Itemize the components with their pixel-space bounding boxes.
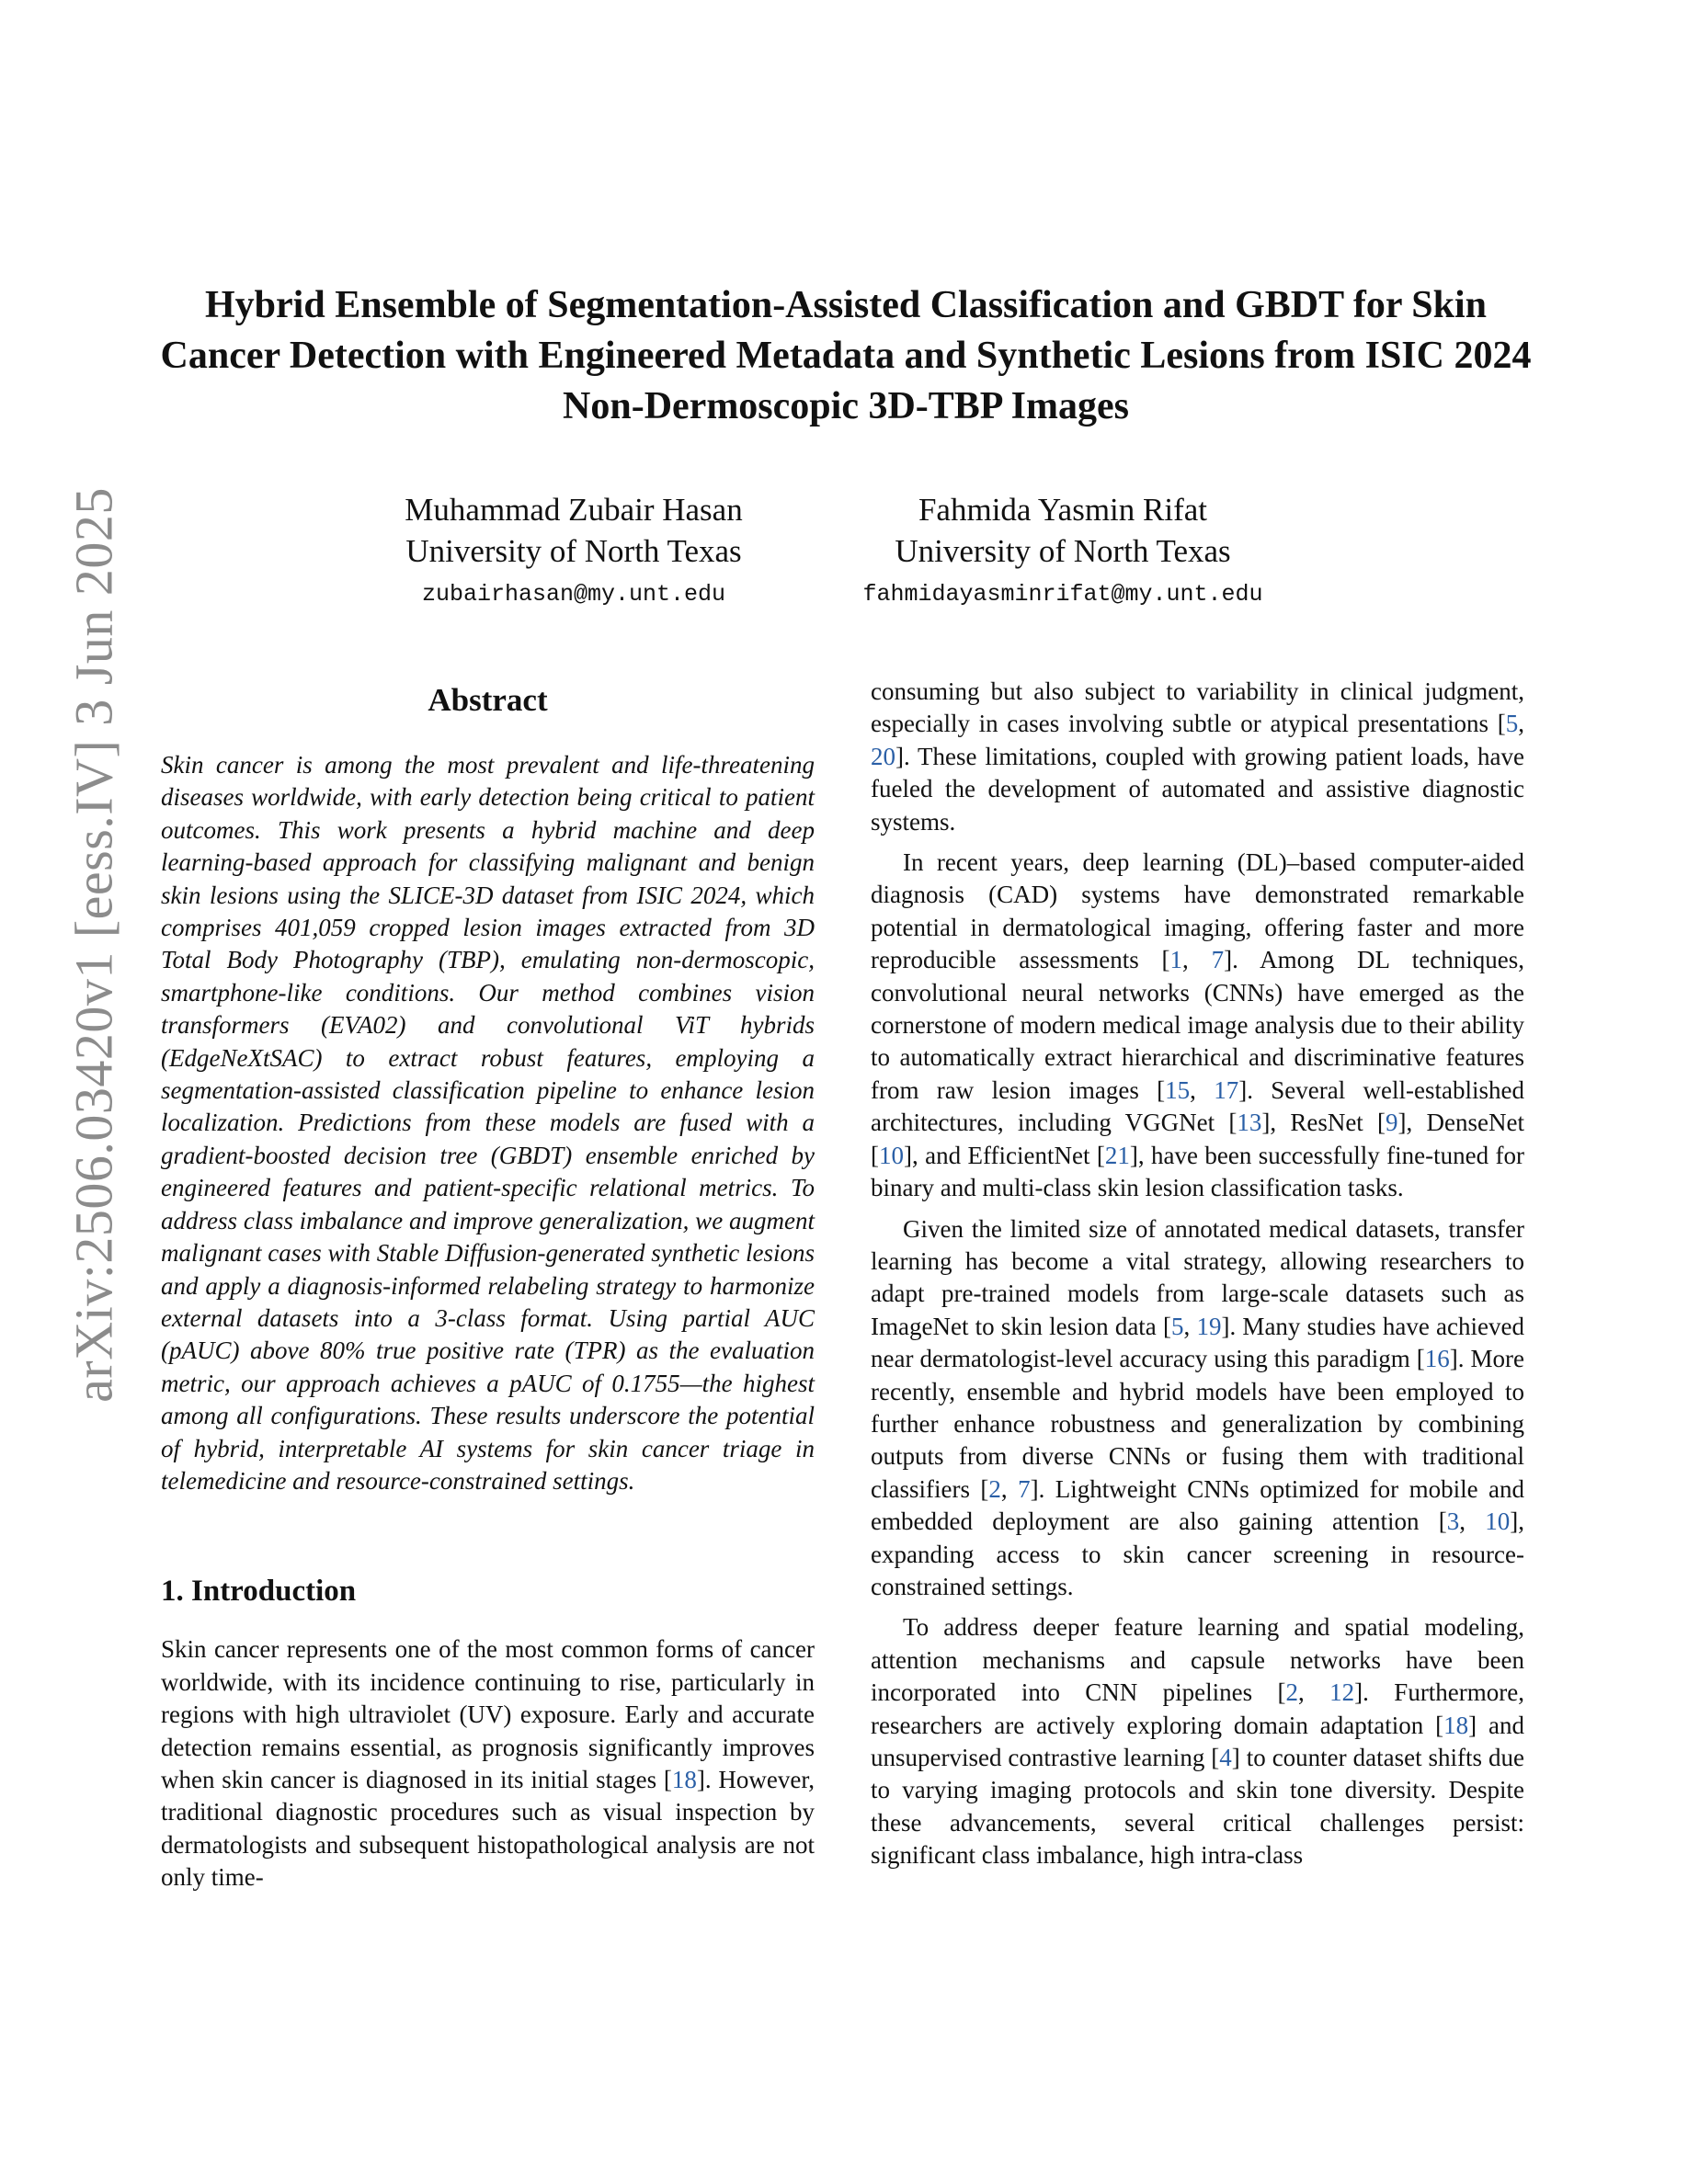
intro-paragraph-1-continued: consuming but also subject to variability in clinical judgment, especially in cases involving subtle or atypical presentations [5, 20]. These limitations, coupled with growing patient loads, have fueled the development of automated and assistive diagnostic systems. — [871, 677, 1524, 836]
paper-title: Hybrid Ensemble of Segmentation-Assisted Classification and GBDT for Skin Cancer Detection with Engineered Metadata and Synthetic Lesions from ISIC 2024 Non-Dermoscopic 3D-TBP Images — [160, 284, 1532, 427]
citation-link[interactable]: 21 — [1104, 1141, 1130, 1169]
section-heading-introduction: 1. Introduction — [161, 1575, 357, 1609]
citation-link[interactable]: 3 — [1446, 1507, 1460, 1536]
citation-link[interactable]: 1 — [1169, 946, 1183, 974]
citation-link[interactable]: 10 — [1485, 1507, 1511, 1536]
intro-paragraph-4: To address deeper feature learning and spatial modeling, attention mechanisms and capsule networks have been incorporated into CNN pipelines [2, 12]. Furthermore, researchers are actively exploring domain adaptation [18] and unsupervised contrastive learning [4] to counter dataset shifts due to varying imaging protocols and skin tone diversity. Despite these advancements, several critical challenges persist: significant class imbalance, high intra-class — [871, 1613, 1525, 1870]
citation-link[interactable]: 2 — [988, 1474, 1001, 1503]
citation-link[interactable]: 15 — [1165, 1075, 1191, 1104]
citation-link[interactable]: 10 — [879, 1141, 904, 1169]
citation-link[interactable]: 5 — [1505, 710, 1519, 738]
abstract-text: Skin cancer is among the most prevalent and life-threatening diseases worldwide, with early detection being critical to patient outcomes. This work presents a hybrid machine and deep learning-based approach for classifying malignant and benign skin lesions using the SLICE-3D dataset from ISIC 2024, which comprises 401,059 cropped lesion images extracted from 3D Total Body Photography (TBP), emulating non-dermoscopic, smartphone-like conditions. Our method combines vision transformers (EVA02) and convolutional ViT hybrids (EdgeNeXtSAC) to extract robust features, employing a segmentation-assisted classification pipeline to enhance lesion localization. Predictions from these models are fused with a gradient-boosted decision tree (GBDT) ensemble enriched by engineered features and patient-specific relational metrics. To address class imbalance and improve generalization, we augment malignant cases with Stable Diffusion-generated synthetic lesions and apply a diagnosis-informed relabeling strategy to harmonize external datasets into a 3-class format. Using partial AUC (pAUC) above 80% true positive rate (TPR) as the evaluation metric, our approach achieves a pAUC of 0.1755—the highest among all configurations. These results underscore the potential of hybrid, interpretable AI systems for skin cancer triage in telemedicine and resource-constrained settings. — [161, 751, 815, 1495]
citation-link[interactable]: 18 — [671, 1765, 697, 1793]
citation-link[interactable]: 2 — [1285, 1678, 1298, 1707]
author-affiliation: University of North Texas — [405, 533, 742, 569]
intro-paragraph-2: In recent years, deep learning (DL)–based computer-aided diagnosis (CAD) systems have demonstrated remarkable potential in dermatological imaging, offering faster and more reproducible assessments [1, 7]. Among DL techniques, convolutional neural networks (CNNs) have emerged as the cornerstone of modern medical image analysis due to their ability to automatically extract hierarchical and discriminative features from raw lesion images [15, 17]. Several well-established architectures, including VGGNet [13], ResNet [9], DenseNet [10], and EfficientNet [21], have been successfully fine-tuned for binary and multi-class skin lesion classification tasks. — [871, 848, 1525, 1202]
abstract-heading: Abstract — [428, 682, 548, 718]
citation-link[interactable]: 4 — [1219, 1744, 1232, 1771]
citation-link[interactable]: 19 — [1196, 1312, 1222, 1340]
citation-link[interactable]: 17 — [1214, 1075, 1239, 1104]
citation-link[interactable]: 20 — [871, 742, 895, 770]
right-column — [871, 676, 1524, 1881]
citation-link[interactable]: 7 — [1018, 1474, 1031, 1503]
intro-paragraph-3: Given the limited size of annotated medical datasets, transfer learning has become a vital strategy, allowing researchers to adapt pre-trained models from large-scale datasets such as ImageNet to skin lesion data [5, 19]. Many studies have achieved near dermatologist-level accuracy using this paradigm [16]. More recently, ensemble and hybrid models have been employed to further enhance robustness and generalization by combining outputs from diverse CNNs or fusing them with traditional classifiers [2, 7]. Lightweight CNNs optimized for mobile and embedded deployment are also gaining attention [3, 10], expanding access to skin cancer screening in resource-constrained settings. — [871, 1214, 1524, 1600]
citation-link[interactable]: 13 — [1237, 1109, 1262, 1137]
author-email[interactable]: fahmidayasminrifat@my.unt.edu — [862, 581, 1263, 608]
left-column — [161, 676, 815, 1903]
citation-link[interactable]: 7 — [1211, 946, 1225, 974]
citation-link[interactable]: 16 — [1424, 1345, 1450, 1373]
author-block-2 — [824, 489, 1302, 614]
author-email[interactable]: zubairhasan@my.unt.edu — [421, 581, 726, 608]
citation-link[interactable]: 9 — [1386, 1109, 1398, 1137]
author-affiliation: University of North Texas — [895, 533, 1231, 569]
author-name: Muhammad Zubair Hasan — [405, 492, 743, 528]
author-name: Fahmida Yasmin Rifat — [918, 492, 1208, 528]
intro-paragraph-1: Skin cancer represents one of the most common forms of cancer worldwide, with its incidence continuing to rise, particularly in regions with high ultraviolet (UV) exposure. Early and accurate detection remains essential, as prognosis significantly improves when skin cancer is diagnosed in its initial stages [18]. However, traditional diagnostic procedures such as visual inspection by dermatologists and subsequent histopathological analysis are not only time- — [161, 1635, 815, 1892]
citation-link[interactable]: 5 — [1171, 1312, 1184, 1340]
citation-link[interactable]: 12 — [1329, 1678, 1355, 1707]
citation-link[interactable]: 18 — [1443, 1711, 1469, 1739]
author-block-1 — [335, 489, 813, 614]
